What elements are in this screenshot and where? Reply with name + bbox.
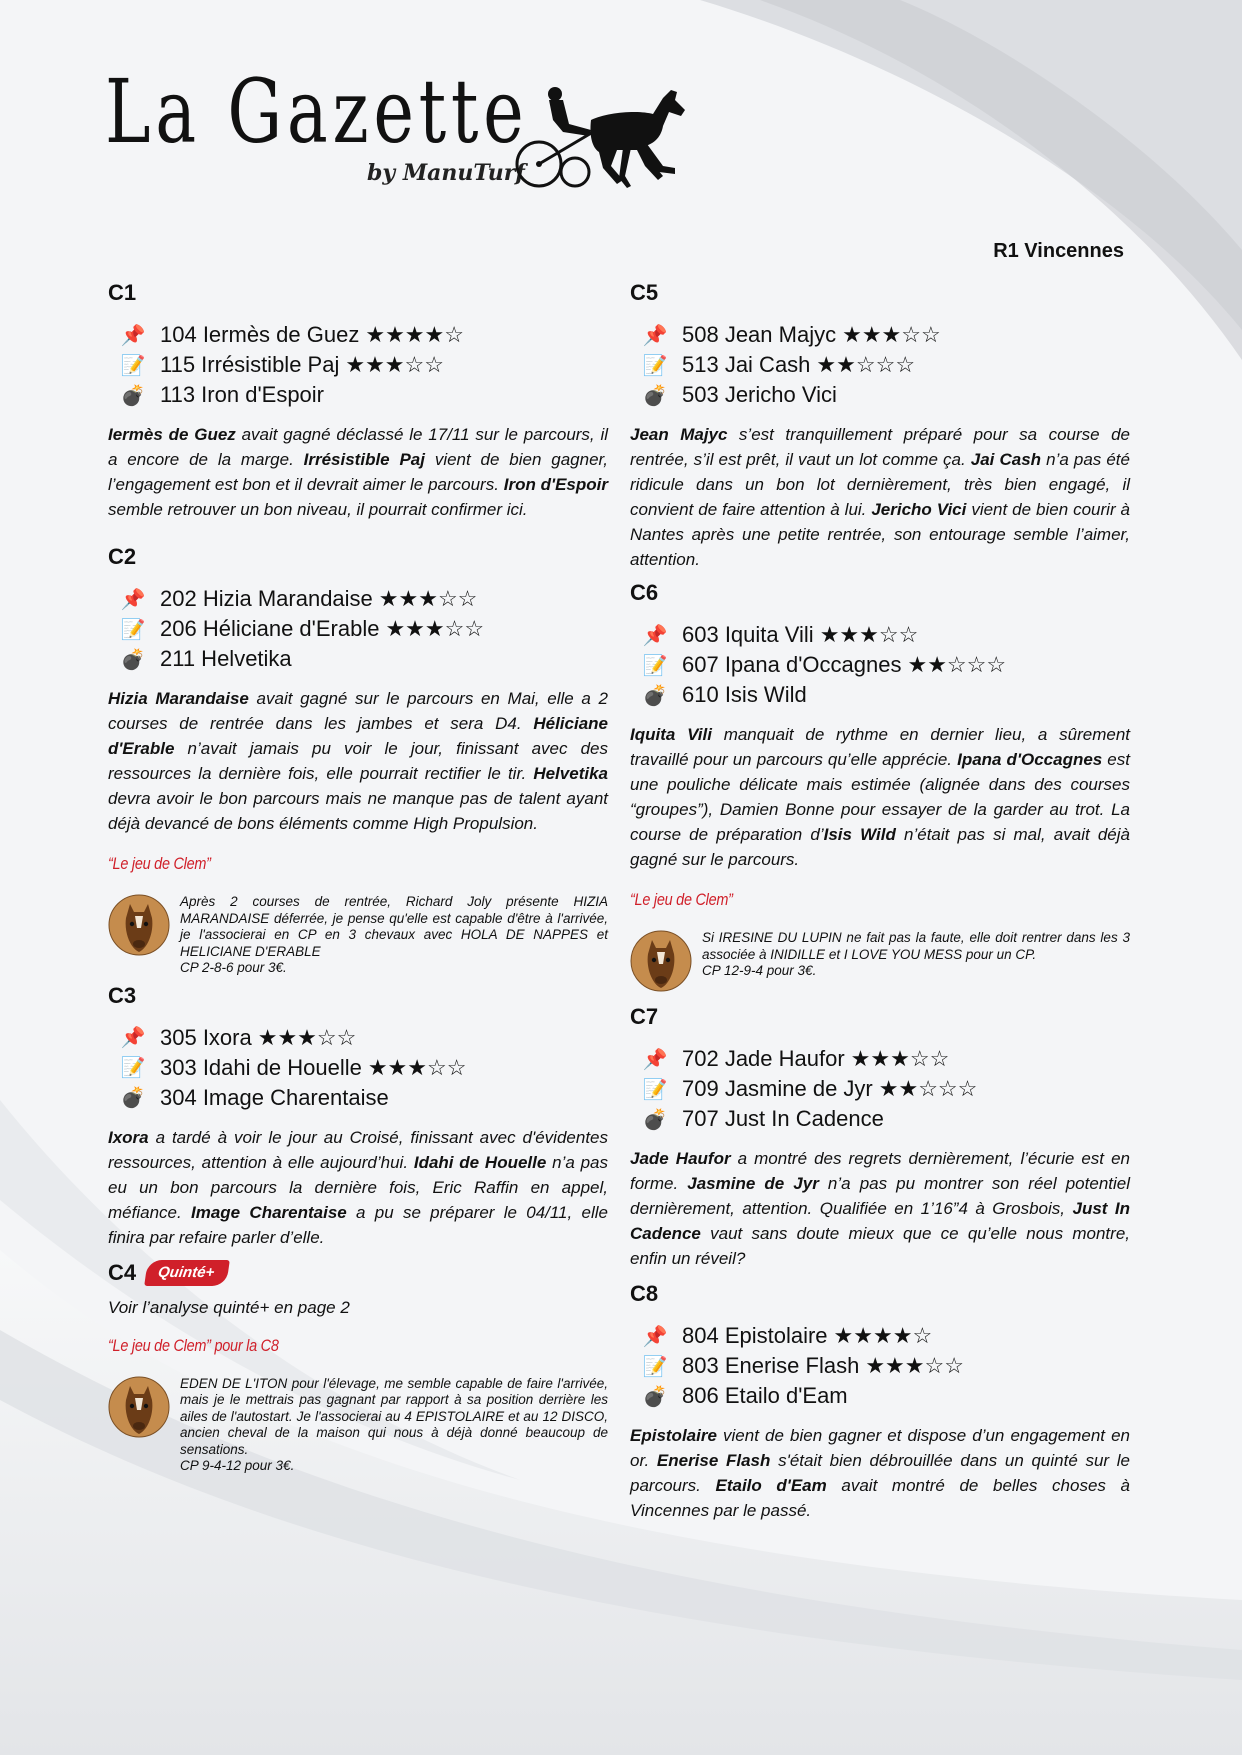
pushpin-icon: 📌: [642, 1048, 668, 1071]
race-title: C6: [630, 580, 659, 605]
analysis-text: avait gagné déclassé le 17/11 sur le parcours, il a encore de la marge.: [108, 425, 609, 469]
pick-item: [118, 584, 608, 614]
clem-line: Après 2 courses de rentrée, Richard Joly présente HIZIA MARANDAISE déferrée, je pense qu'elle est capable d'être à l'arrivée, je l'associerai en CP en 3 chevaux avec HOLA DE NAPPES et HELICIANE D'ERABLE: [180, 894, 608, 959]
race-header: [630, 1281, 1130, 1307]
analysis-text: n’était pas si mal, avait déjà gagné sur le parcours.: [630, 825, 1130, 869]
race-section-c1: [108, 280, 608, 522]
left-column: [108, 280, 608, 1475]
horse-highlight: Iquita Vili: [630, 725, 712, 744]
analysis-text: vient de bien gagner et dispose d’un engagement en or.: [630, 1426, 1130, 1470]
pick-item: [118, 1053, 608, 1083]
horse-highlight: Ipana d'Occagnes: [957, 750, 1103, 769]
analysis-text: avait montré de belles choses à Vincennes par le passé.: [630, 1476, 1130, 1520]
analysis-text: n’avait jamais pu voir le jour, finissant avec des ressources la dernière fois, elle pourrait rectifier le tir.: [108, 739, 608, 783]
horse-name: 115 Irrésistible Paj: [160, 352, 340, 377]
memo-icon: 📝: [642, 354, 668, 377]
race-header: [630, 580, 1130, 606]
horse-name: 702 Jade Haufor: [682, 1046, 845, 1071]
analysis-text: n’a pas pu montrer son réel potentiel dernièrement, attention. Qualifiée en 1’16”4 à Grosbois,: [630, 1174, 1131, 1218]
race-header: [108, 983, 608, 1009]
horse-name: 806 Etailo d'Eam: [682, 1383, 848, 1408]
race-section-c2: [108, 544, 608, 977]
analysis-text: s’est tranquillement préparé pour sa course de rentrée, s’il est prêt, il vaut un lot comme ça.: [630, 425, 1130, 469]
race-title: C3: [108, 982, 137, 1008]
pick-item: [640, 350, 1130, 380]
star-rating: ★★★★☆: [833, 1323, 933, 1348]
picks-list: [640, 1044, 1130, 1134]
horse-name: 104 Iermès de Guez: [160, 322, 360, 347]
star-rating: ★★★☆☆: [345, 352, 444, 377]
bomb-icon: 💣: [642, 384, 668, 407]
pick-item: [640, 1074, 1130, 1104]
memo-icon: 📝: [120, 354, 146, 377]
horse-highlight: Jasmine de Jyr: [687, 1174, 819, 1193]
race-title: C4: [108, 1259, 137, 1285]
race-section-c3: [108, 983, 608, 1250]
star-rating: ★★★☆☆: [257, 1024, 357, 1050]
race-analysis: [630, 422, 1130, 572]
horse-highlight: Jade Haufor: [630, 1149, 731, 1168]
star-rating: ★★★☆☆: [385, 616, 485, 641]
race-analysis: [108, 1125, 608, 1250]
horse-highlight: Helvetika: [533, 764, 608, 783]
picks-list: [118, 320, 608, 410]
horse-name: 804 Epistolaire: [682, 1323, 828, 1348]
pushpin-icon: 📌: [642, 324, 668, 347]
pick-item: [118, 1023, 608, 1053]
pushpin-icon: 📌: [120, 324, 146, 347]
right-column: [630, 280, 1130, 1523]
star-rating: ★★★☆☆: [842, 322, 941, 347]
analysis-text: a tardé à voir le jour au Croisé, finissant avec d'évidentes ressources, attention à elle aujourd’hui.: [108, 1127, 608, 1172]
horse-name: 513 Jai Cash: [682, 352, 811, 377]
pick-item: [640, 320, 1130, 350]
pick-item: [640, 620, 1130, 650]
clem-line: EDEN DE L'ITON pour l'élevage, me semble capable de faire l'arrivée, mais je le mettrais pas gagnant par rapport à sa position derrière les ailes de l'autostart. Je l'associerai au 4 EPISTOLAIRE et au 12 DISCO, ancien cheval de la maison qui nous à déjà donné beaucoup de sensations.: [180, 1375, 608, 1457]
memo-icon: 📝: [120, 618, 146, 641]
picks-list: [640, 320, 1130, 410]
horse-highlight: Irrésistible Paj: [303, 450, 425, 469]
horse-highlight: Héliciane d'Erable: [108, 714, 608, 758]
race-title: C5: [630, 280, 659, 305]
bomb-icon: 💣: [642, 1108, 668, 1131]
horse-name: 206 Héliciane d'Erable: [160, 616, 380, 641]
analysis-text: avait gagné sur le parcours en Mai, elle a 2 courses de rentrée dans les jambes et sera D4.: [108, 689, 608, 733]
analysis-text: devra avoir le bon parcours mais ne manque pas de talent ayant déjà devancé de bons éléments comme High Propulsion.: [108, 789, 608, 833]
pick-item: [640, 1104, 1130, 1134]
race-section-c5: [630, 280, 1130, 572]
analysis-text: vient de bien gagner, l’engagement est bon et il devrait aimer le parcours.: [108, 450, 608, 494]
star-rating: ★★★☆☆: [865, 1353, 964, 1378]
picks-list: [118, 1023, 608, 1113]
picks-list: [640, 1321, 1130, 1411]
horse-highlight: Enerise Flash: [656, 1451, 771, 1470]
picks-list: [118, 584, 608, 674]
clem-text: [180, 1376, 608, 1475]
analysis-text: semble retrouver un bon niveau, il pourrait confirmer ici.: [108, 500, 528, 519]
horse-highlight: Image Charentaise: [191, 1202, 347, 1222]
star-rating: ★★★☆☆: [850, 1046, 950, 1071]
horse-name: 211 Helvetika: [160, 646, 292, 671]
horse-highlight: Jean Majyc: [630, 425, 728, 444]
race-header: [108, 1260, 608, 1286]
pick-item: [118, 1083, 608, 1113]
clem-avatar: [108, 894, 170, 956]
clem-tip: [108, 1376, 608, 1475]
pick-item: [118, 644, 608, 674]
pushpin-icon: 📌: [642, 1325, 668, 1348]
horse-highlight: Etailo d'Eam: [715, 1476, 827, 1495]
race-header: [108, 544, 608, 570]
star-rating: ★★★★☆: [365, 322, 464, 347]
horse-highlight: Idahi de Houelle: [413, 1152, 547, 1172]
clem-line: CP 9-4-12 pour 3€.: [180, 1458, 295, 1473]
horse-name: 607 Ipana d'Occagnes: [682, 652, 902, 677]
race-title: C1: [108, 280, 137, 305]
analysis-text: a montré des regrets dernièrement, l’écurie est en forme.: [630, 1149, 1130, 1193]
gazette-logo: [105, 60, 685, 203]
horse-highlight: Hizia Marandaise: [108, 689, 249, 708]
horse-name: 707 Just In Cadence: [682, 1106, 884, 1131]
horse-name: 304 Image Charentaise: [160, 1084, 389, 1110]
memo-icon: 📝: [642, 654, 668, 677]
pick-item: [118, 320, 608, 350]
pick-item: [118, 350, 608, 380]
picks-list: [640, 620, 1130, 710]
logo-subtitle: by ManuTurf: [367, 160, 525, 186]
bomb-icon: 💣: [120, 384, 146, 407]
race-analysis: [108, 686, 608, 836]
clem-avatar: [630, 930, 692, 992]
horse-highlight: Isis Wild: [823, 825, 896, 844]
clem-tip: [108, 894, 608, 977]
pick-item: [640, 1351, 1130, 1381]
pick-item: [640, 1381, 1130, 1411]
memo-icon: 📝: [120, 1057, 146, 1079]
race-header: [108, 280, 608, 306]
horse-name: 803 Enerise Flash: [682, 1353, 860, 1378]
logo-title: La Gazette: [105, 60, 529, 163]
pick-item: [640, 680, 1130, 710]
quinte-badge: Quinté+: [144, 1260, 230, 1286]
race-title: C2: [108, 544, 137, 569]
star-rating: ★★☆☆☆: [907, 652, 1007, 677]
pick-item: [640, 380, 1130, 410]
horse-highlight: Iermès de Guez: [108, 425, 236, 444]
race-section-c6: [630, 580, 1130, 992]
pick-item: [640, 1321, 1130, 1351]
clem-line: CP 12-9-4 pour 3€.: [702, 963, 817, 978]
race-header: [630, 280, 1130, 306]
race-title: C7: [630, 1004, 659, 1029]
horse-name: 603 Iquita Vili: [682, 622, 814, 647]
analysis-text: n’a pas eu un bon parcours la dernière fois, Eric Raffin en appel, méfiance.: [108, 1152, 608, 1222]
pick-item: [118, 614, 608, 644]
star-rating: ★★☆☆☆: [878, 1076, 978, 1101]
bomb-icon: 💣: [642, 1385, 668, 1408]
horse-name: 709 Jasmine de Jyr: [682, 1076, 873, 1101]
clem-line: Si IRESINE DU LUPIN ne fait pas la faute, elle doit rentrer dans les 3 associée à INIDILLE et I LOVE YOU MESS pour un CP.: [702, 930, 1130, 962]
race-section-c8: [630, 1281, 1130, 1523]
horse-name: 305 Ixora: [160, 1024, 252, 1050]
clem-title: “Le jeu de Clem” pour la C8: [108, 1335, 279, 1355]
horse-name: 202 Hizia Marandaise: [160, 586, 373, 611]
horse-highlight: Iron d'Espoir: [503, 475, 608, 494]
race-section-c4: [108, 1260, 608, 1475]
race-analysis: [630, 1146, 1130, 1271]
clem-title: “Le jeu de Clem”: [108, 854, 211, 873]
analysis-text: s'était bien débrouillée dans un quinté sur le parcours.: [630, 1451, 1130, 1495]
pushpin-icon: 📌: [642, 624, 668, 647]
horse-name: 303 Idahi de Houelle: [160, 1054, 362, 1080]
race-section-c7: [630, 1004, 1130, 1271]
horse-highlight: Jericho Vici: [871, 500, 967, 519]
star-rating: ★★★☆☆: [819, 622, 919, 647]
horse-highlight: Epistolaire: [630, 1426, 717, 1445]
horse-name: 113 Iron d'Espoir: [160, 382, 325, 407]
horse-highlight: Ixora: [108, 1127, 149, 1147]
race-analysis: [630, 1423, 1130, 1523]
analysis-text: est une pouliche délicate mais estimée (alignée dans des courses “groupes”), Damien Bonne pour essayer de la garder au trot. La course de préparation d’: [630, 750, 1130, 844]
analysis-text: a pu se préparer le 04/11, elle finira par refaire parler d’elle.: [108, 1202, 608, 1247]
clem-text: [702, 930, 1130, 980]
horse-name: 508 Jean Majyc: [682, 322, 837, 347]
race-header: [630, 1004, 1130, 1030]
race-analysis: [108, 422, 608, 522]
horse-highlight: Jai Cash: [970, 450, 1042, 469]
horse-name: 610 Isis Wild: [682, 682, 807, 707]
pushpin-icon: 📌: [120, 1027, 146, 1049]
bomb-icon: 💣: [642, 684, 668, 707]
clem-line: CP 2-8-6 pour 3€.: [180, 960, 287, 975]
star-rating: ★★★☆☆: [378, 586, 478, 611]
quinte-note: Voir l’analyse quinté+ en page 2: [108, 1297, 350, 1317]
pick-item: [640, 1044, 1130, 1074]
pushpin-icon: 📌: [120, 588, 146, 611]
clem-tip: [630, 930, 1130, 992]
trotting-horse-sulky-icon: [513, 80, 689, 198]
memo-icon: 📝: [642, 1355, 668, 1378]
race-analysis: [630, 722, 1130, 872]
pick-item: [118, 380, 608, 410]
horse-name: 503 Jericho Vici: [682, 382, 837, 407]
analysis-text: n’a pas été ridicule dans un bon lot dernièrement, très bien engagé, il convient de faire attention à lui.: [630, 450, 1130, 519]
analysis-text: manquait de rythme en dernier lieu, a sûrement travaillé pour un parcours qu’elle apprécie.: [630, 725, 1130, 769]
clem-avatar: [108, 1376, 170, 1438]
pick-item: [640, 650, 1130, 680]
analysis-text: vient de bien courir à Nantes après une petite rentrée, son entourage semble l’aimer, attention.: [630, 500, 1130, 569]
bomb-icon: 💣: [120, 648, 146, 671]
star-rating: ★★☆☆☆: [816, 352, 916, 377]
memo-icon: 📝: [642, 1078, 668, 1101]
meeting-label: R1 Vincennes: [993, 240, 1124, 262]
clem-text: [180, 894, 608, 977]
clem-title: “Le jeu de Clem”: [630, 890, 733, 909]
bomb-icon: 💣: [120, 1087, 146, 1109]
analysis-text: vaut sans doute mieux que ce qu’elle nous montre, enfin un réveil?: [630, 1224, 1130, 1268]
star-rating: ★★★☆☆: [367, 1054, 467, 1080]
horse-highlight: Just In Cadence: [630, 1199, 1130, 1243]
race-title: C8: [630, 1281, 659, 1306]
